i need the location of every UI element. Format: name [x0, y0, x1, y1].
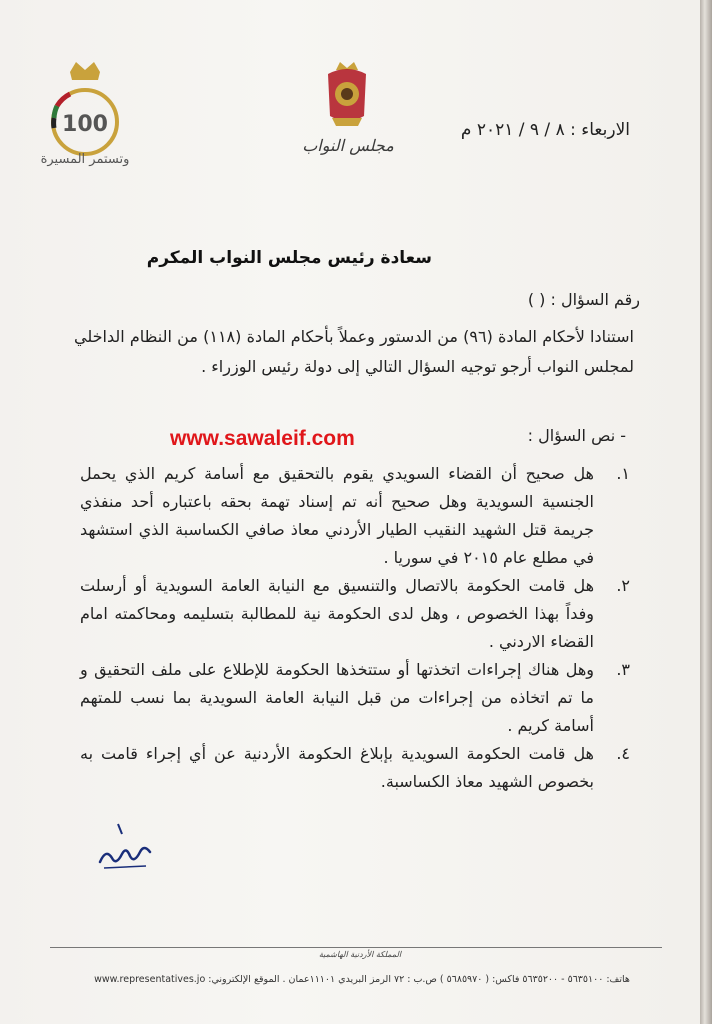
logo-number: 100 — [62, 112, 108, 137]
paper-edge — [700, 0, 712, 1024]
item-text: هل قامت الحكومة بالاتصال والتنسيق مع النيابة العامة السويدية أو أرسلت وفداً بهذا الخصوص ، وهل لدى الحكومة نية للمطالبة بتسليمه ومحاكمته امام القضاء الاردني . — [80, 576, 594, 651]
item-number: ٤. — [616, 744, 630, 763]
footer-divider — [50, 947, 662, 948]
list-item — [80, 460, 630, 572]
list-item — [80, 572, 630, 656]
handwritten-signature — [96, 822, 156, 878]
item-number: ٢. — [616, 576, 630, 595]
question-number: رقم السؤال : ( ) — [527, 290, 640, 309]
question-list — [80, 460, 630, 796]
list-item — [80, 740, 630, 796]
intro-paragraph: استنادا لأحكام المادة (٩٦) من الدستور وعملاً بأحكام المادة (١١٨) من النظام الداخلي لمجلس النواب أرجو توجيه السؤال التالي إلى دولة رئيس الوزراء . — [74, 327, 634, 376]
item-text: هل صحيح أن القضاء السويدي يقوم بالتحقيق مع أسامة كريم الذي يحمل الجنسية السويدية وهل صحيح أنه تم إسناد تهمة بحقه باعتباره أحد منفذي جريمة قتل الشهيد النقيب الطيار الأردني معاذ صافي الكساسبة الذي استشهد في مطلع عام ٢٠١٥ في سوريا . — [80, 464, 594, 567]
logo-caption: وتستمر المسيرة — [40, 152, 130, 167]
letter-date: الاربعاء : ٨ / ٩ / ٢٠٢١ م — [460, 120, 630, 140]
question-text-label: - نص السؤال : — [527, 426, 626, 445]
footer-kingdom: المملكة الأردنية الهاشمية — [318, 950, 402, 959]
item-number: ١. — [616, 464, 630, 483]
watermark-website: www.sawaleif.com — [170, 427, 355, 450]
jordan-crest-icon — [322, 60, 372, 128]
item-text: هل قامت الحكومة السويدية بإبلاغ الحكومة الأردنية عن أي إجراء قامت به بخصوص الشهيد معاذ الكساسبة. — [80, 744, 594, 791]
salutation: سعادة رئيس مجلس النواب المكرم — [146, 248, 432, 268]
footer-contact: هاتف: ٥٦٣٥١٠٠ - ٥٦٣٥٢٠٠ فاكس: ( ٥٦٨٥٩٧٠ ) ص.ب : ٧٢ الرمز البريدي ١١١٠١عمان . الموقع الإلكتروني: www.representatives.jo — [94, 974, 630, 985]
item-number: ٣. — [616, 660, 630, 679]
item-text: وهل هناك إجراءات اتخذتها أو ستتخذها الحكومة للإطلاع على ملف التحقيق و ما تم اتخاذه من إجراءات من قبل النيابة العامة السويدية بما نسب للمتهم أسامة كريم . — [80, 660, 594, 735]
parliament-name: مجلس النواب — [302, 136, 394, 155]
list-item — [80, 656, 630, 740]
